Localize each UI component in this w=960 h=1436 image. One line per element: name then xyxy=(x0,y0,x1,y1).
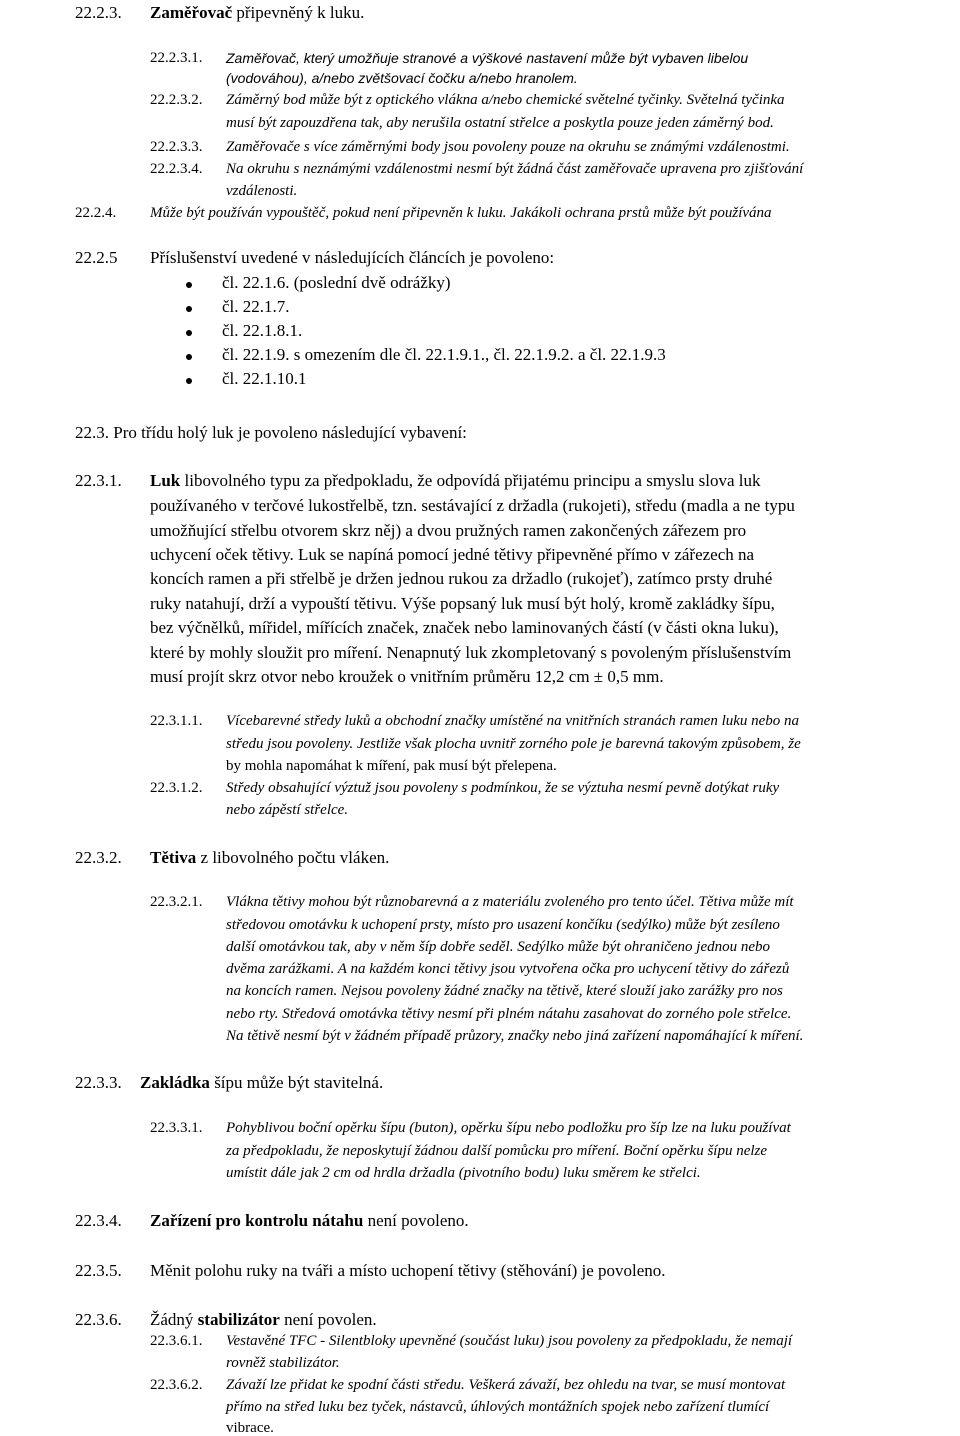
bullet-item: čl. 22.1.6. (poslední dvě odrážky) xyxy=(222,273,451,292)
bullet-item: čl. 22.1.8.1. xyxy=(222,321,303,340)
heading-pre: Žádný xyxy=(150,1310,198,1329)
paragraph-line: nebo zápěstí střelce. xyxy=(226,802,349,818)
paragraph-line: vibrace. xyxy=(226,1420,274,1436)
bullet-icon xyxy=(186,330,192,336)
paragraph-line: bez výčnělků, mířidel, mířících značek, značek nebo laminovaných částí (v části okna luku), xyxy=(150,618,779,637)
paragraph-line: za předpokladu, že neposkytují žádnou další pomůcku pro míření. Boční opěrku šípu nelze xyxy=(226,1143,768,1159)
paragraph-line: musí projít skrz otvor nebo kroužek o vnitřním průměru 12,2 cm ± 0,5 mm. xyxy=(150,667,664,686)
heading-bold: Zaměřovač xyxy=(150,3,233,22)
subsection-number: 22.2.3.3. xyxy=(150,139,203,155)
section-number: 22.3.2. xyxy=(75,848,122,867)
section-heading: 22.3. Pro třídu holý luk je povoleno následující vybavení: xyxy=(75,423,467,442)
paragraph-line: Může být používán vypouštěč, pokud není připevněn k luku. Jakákoli ochrana prstů může být používána xyxy=(150,205,772,221)
paragraph-line: vzdálenosti. xyxy=(226,183,298,199)
paragraph-line: uchycení oček tětivy. Luk se napíná pomocí jedné tětivy připevněné přímo v zářezech na xyxy=(150,545,755,564)
paragraph-line: Vestavěné TFC - Silentbloky upevněné (součást luku) jsou povoleny za předpokladu, že nemají xyxy=(226,1333,793,1349)
bullet-icon xyxy=(186,282,192,288)
paragraph-line: nebo rty. Středová omotávka tětivy nesmí při plném nátahu zasahovat do zorného pole střelce. xyxy=(226,1006,792,1022)
paragraph-line: na koncích ramen. Nejsou povoleny žádné značky na tětivě, které slouží jako zarážky pro nos xyxy=(226,983,783,999)
bullet-item: čl. 22.1.9. s omezením dle čl. 22.1.9.1., čl. 22.1.9.2. a čl. 22.1.9.3 xyxy=(222,345,666,364)
term-bold: Zakládka xyxy=(140,1073,210,1092)
paragraph-line: Pohyblivou boční opěrku šípu (buton), opěrku šípu nebo podložku pro šíp lze na luku používat xyxy=(226,1120,791,1136)
line-rest: libovolného typu za předpokladu, že odpovídá přijatému principu a smyslu slova luk xyxy=(180,471,761,490)
paragraph-line: další omotávkou tak, aby v něm šíp dobře seděl. Sedýlko může být ohraničeno jednou nebo xyxy=(226,939,771,955)
paragraph-line: Závaží lze přidat ke spodní části středu. Veškerá závaží, bez ohledu na tvar, se musí montovat xyxy=(226,1377,786,1393)
subsection-number: 22.2.3.2. xyxy=(150,92,203,108)
paragraph-line: umožňující střelbu otvorem skrz něj) a dvou pružných ramen zakončených zářezem pro xyxy=(150,521,747,540)
paragraph-line: koncích ramen a při střelbě je držen jednou rukou za držadlo (rukojeť), zatímco prsty druhé xyxy=(150,569,773,588)
paragraph-line: Na okruhu s neznámými vzdálenostmi nesmí být žádná část zaměřovače upravena pro zjišťování xyxy=(226,161,804,177)
heading-rest: šípu může být stavitelná. xyxy=(209,1073,384,1092)
bullet-icon xyxy=(186,306,192,312)
paragraph-line: Středy obsahující výztuž jsou povoleny s podmínkou, že se výztuha nesmí pevně dotýkat ruky xyxy=(226,780,780,796)
paragraph-line: by mohla napomáhat k míření, pak musí být přelepena. xyxy=(226,758,557,774)
paragraph-line: které by mohly sloužit pro míření. Nenapnutý luk zkompletovaný s povoleným příslušenstvím xyxy=(150,643,792,662)
bullet-item: čl. 22.1.7. xyxy=(222,297,290,316)
paragraph-line: Vlákna tětivy mohou být různobarevná a z materiálu zvoleného pro tento účel. Tětiva může mít xyxy=(226,894,794,910)
paragraph-line: Vícebarevné středy luků a obchodní značky umístěné na vnitřních stranách ramen luku nebo na xyxy=(226,713,800,729)
term-bold: Luk xyxy=(150,471,181,490)
paragraph-line: Zaměřovače s více záměrnými body jsou povoleny pouze na okruhu se známými vzdálenostmi. xyxy=(226,139,790,155)
term-bold: Tětiva xyxy=(150,848,197,867)
section-number: 22.3.5. xyxy=(75,1261,122,1280)
section-number: 22.2.3. xyxy=(75,3,122,22)
section-number: 22.3.3. xyxy=(75,1073,122,1092)
section-number: 22.3.6. xyxy=(75,1310,122,1329)
paragraph-line: umístit dále jak 2 cm od hrdla držadla (pivotního bodu) luku směrem ke střelci. xyxy=(226,1165,701,1181)
paragraph-line: Zaměřovač, který umožňuje stranové a výškové nastavení může být vybaven libelou xyxy=(226,50,749,66)
paragraph-line: Na tětivě nesmí být v žádném případě průzory, značky nebo jiná zařízení napomáhající k míření. xyxy=(226,1028,804,1044)
term-bold: stabilizátor xyxy=(197,1310,280,1329)
paragraph-line: středu jsou povoleny. Jestliže však plocha uvnitř zorného pole je barevná takovým způsobem, že xyxy=(226,736,801,752)
paragraph-line: Záměrný bod může být z optického vlákna a/nebo chemické světelné tyčinky. Světelná tyčinka xyxy=(226,92,785,108)
paragraph-line: středovou omotávku k uchopení prsty, místo pro usazení končíku (sedýlko) může být zesíleno xyxy=(226,917,780,933)
section-heading: Příslušenství uvedené v následujících článcích je povoleno: xyxy=(150,248,555,267)
bullet-icon xyxy=(186,354,192,360)
paragraph-line: (vodováhou), a/nebo zvětšovací čočku a/nebo hranolem. xyxy=(226,70,578,86)
section-number: 22.3.1. xyxy=(75,471,122,490)
bullet-icon xyxy=(186,378,192,384)
subsection-number: 22.3.1.2. xyxy=(150,780,203,796)
section-heading xyxy=(150,849,389,866)
subsection-number: 22.3.6.1. xyxy=(150,1333,203,1349)
paragraph-line: rovněž stabilizátor. xyxy=(226,1355,340,1371)
section-heading xyxy=(150,1311,377,1328)
subsection-number: 22.3.2.1. xyxy=(150,894,203,910)
heading-rest: připevněný k luku. xyxy=(232,3,365,22)
term-bold: Zařízení pro kontrolu nátahu xyxy=(150,1211,364,1230)
subsection-number: 22.3.1.1. xyxy=(150,713,203,729)
paragraph-line: ruky natahují, drží a vypouští tětivu. Výše popsaný luk musí být holý, kromě zakládky šípu, xyxy=(150,594,775,613)
paragraph-line: přímo na střed luku bez tyček, nástavců, úhlových montážních spojek nebo zařízení tlumící xyxy=(226,1399,770,1415)
subsection-number: 22.2.3.1. xyxy=(150,50,203,66)
section-heading: Měnit polohu ruky na tváři a místo uchopení tětivy (stěhování) je povoleno. xyxy=(150,1261,666,1280)
section-number: 22.2.5 xyxy=(75,248,118,267)
bullet-item: čl. 22.1.10.1 xyxy=(222,369,307,388)
section-heading xyxy=(150,1212,469,1229)
section-heading xyxy=(140,1074,383,1091)
subsection-number: 22.3.6.2. xyxy=(150,1377,203,1393)
paragraph-line: musí být zapouzdřena tak, aby nerušila ostatní střelce a poskytla pouze jeden záměrný bod. xyxy=(226,115,774,131)
section-heading xyxy=(150,4,364,21)
section-number: 22.2.4. xyxy=(75,205,117,221)
heading-rest: není povolen. xyxy=(279,1310,377,1329)
heading-rest: není povoleno. xyxy=(363,1211,469,1230)
subsection-number: 22.3.3.1. xyxy=(150,1120,203,1136)
paragraph-line xyxy=(150,472,761,489)
subsection-number: 22.2.3.4. xyxy=(150,161,203,177)
section-number: 22.3.4. xyxy=(75,1211,122,1230)
paragraph-line: dvěma zarážkami. A na každém konci tětivy jsou vytvořena očka pro uchycení tětivy do zářezů xyxy=(226,961,790,977)
heading-rest: z libovolného počtu vláken. xyxy=(196,848,390,867)
paragraph-line: používaného v terčové lukostřelbě, tzn. sestávající z držadla (rukojeti), středu (madla a ne typu xyxy=(150,496,795,515)
